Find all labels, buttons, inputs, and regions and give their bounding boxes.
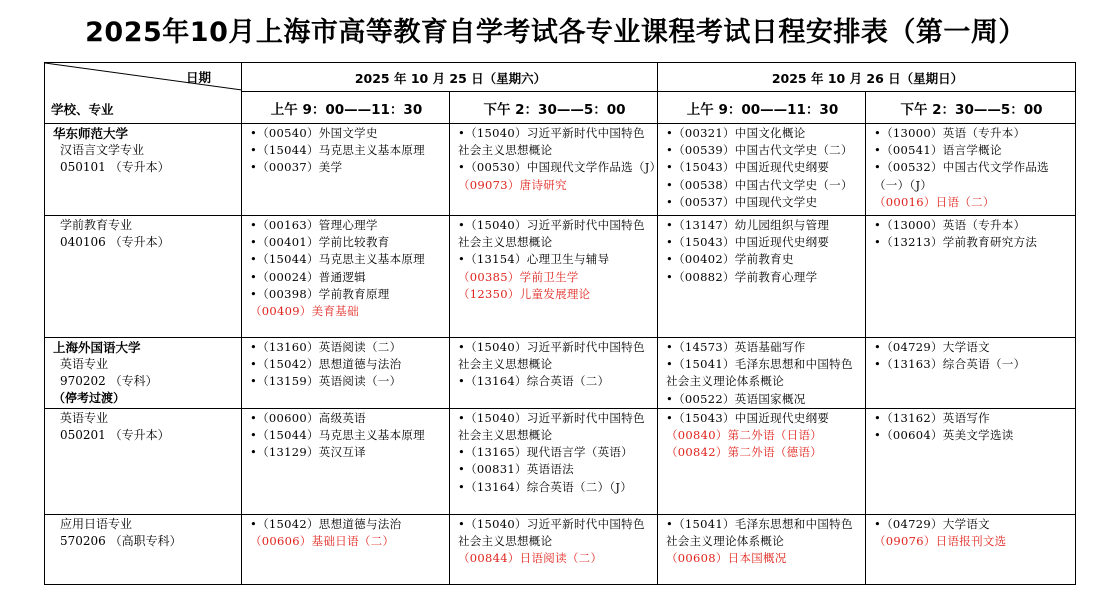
- major-code: 050101 （专升本）: [60, 160, 170, 175]
- course-item: •（15040）习近平新时代中国特色: [458, 410, 645, 425]
- university-name: 上海外国语大学: [53, 340, 141, 355]
- exam-cell: [866, 514, 1076, 584]
- course-item-red: （00844）日语阅读（二）: [458, 551, 603, 566]
- slot-header-day1-pm: 下午 2：30——5：00: [450, 92, 658, 124]
- exam-cell: [658, 216, 866, 338]
- course-item: •（15043）中国近现代史纲要: [666, 410, 830, 425]
- course-item-red: （00016）日语（二）: [874, 194, 995, 209]
- course-item: •（04729）大学语文: [874, 340, 990, 354]
- major-name: 汉语言文学专业: [60, 143, 145, 157]
- school-major-cell: [45, 124, 242, 216]
- school-major-cell: [45, 408, 242, 514]
- exam-cell: [658, 338, 866, 409]
- course-item: 社会主义理论体系概论: [666, 374, 784, 389]
- course-item: •（15040）习近平新时代中国特色: [458, 218, 645, 232]
- major-code: 050201 （专升本）: [60, 428, 170, 443]
- course-item: •（15042）思想道德与法治: [250, 516, 402, 531]
- course-item: •（13154）心理卫生与辅导: [458, 252, 610, 267]
- course-item: 社会主义思想概论: [458, 143, 553, 158]
- table-row: [45, 338, 1076, 409]
- course-item: •（00321）中国文化概论: [666, 126, 806, 140]
- course-item-red: （09076）日语报刊文选: [874, 534, 1007, 549]
- major-code: 970202 （专科）: [60, 374, 158, 389]
- exam-cell: [450, 124, 662, 216]
- course-item: •（15040）习近平新时代中国特色: [458, 340, 645, 354]
- course-item: 社会主义思想概论: [458, 428, 553, 443]
- course-item: •（15043）中国近现代史纲要: [666, 160, 830, 175]
- course-item: •（13129）英汉互译: [250, 445, 366, 460]
- course-item: •（00401）学前比较教育: [250, 235, 390, 250]
- course-item: •（00522）英语国家概况: [666, 391, 806, 406]
- course-item: •（15044）马克思主义基本原理: [250, 252, 425, 267]
- course-item-red: （00385）学前卫生学: [458, 269, 579, 284]
- course-item: •（13165）现代语言学（英语）: [458, 445, 633, 460]
- course-item: •（15043）中国近现代史纲要: [666, 235, 830, 250]
- schedule-table: [44, 62, 1076, 585]
- exam-cell: [242, 514, 450, 584]
- course-item: 社会主义理论体系概论: [666, 534, 784, 549]
- slot-header-day1-am: 上午 9：00——11：30: [242, 92, 450, 124]
- exam-cell: [658, 124, 866, 216]
- course-item: •（04729）大学语文: [874, 516, 990, 531]
- course-item-red: （00409）美育基础: [250, 304, 359, 319]
- course-item: •（15044）马克思主义基本原理: [250, 428, 425, 443]
- course-item: •（00604）英美文学选读: [874, 428, 1014, 443]
- course-item: •（00831）英语语法: [458, 462, 574, 477]
- course-item-red: （00842）第二外语（德语）: [666, 445, 823, 460]
- exam-cell: [450, 216, 658, 338]
- exam-cell: [450, 408, 658, 514]
- course-item: •（00538）中国古代文学史（一）: [666, 177, 853, 192]
- corner-date-label: 日期: [185, 70, 211, 85]
- exam-cell: [866, 408, 1076, 514]
- major-name: 英语专业: [60, 410, 109, 425]
- major-name: 学前教育专业: [60, 218, 133, 232]
- course-item: •（15040）习近平新时代中国特色: [458, 126, 645, 140]
- day2-header: 2025 年 10 月 26 日（星期日）: [658, 63, 1076, 92]
- course-item: •（15044）马克思主义基本原理: [250, 143, 425, 158]
- corner-header-cell: [45, 63, 242, 124]
- course-item-red: （00608）日本国概况: [666, 551, 787, 566]
- exam-cell: [242, 124, 450, 216]
- table-row: [45, 408, 1076, 514]
- course-item: •（13213）学前教育研究方法: [874, 235, 1038, 250]
- course-item: •（00600）高级英语: [250, 410, 366, 425]
- exam-cell: [450, 514, 658, 584]
- course-item: •（13163）综合英语（一）: [874, 357, 1026, 372]
- course-item: •（00402）学前教育史: [666, 252, 794, 267]
- course-item: 社会主义思想概论: [458, 534, 553, 549]
- header-row-dates: [45, 63, 1076, 92]
- course-item: •（00532）中国古代文学作品选: [874, 160, 1049, 175]
- table-row: [45, 216, 1076, 338]
- course-item: •（13164）综合英语（二）（J）: [458, 479, 633, 494]
- course-item: •（00024）普通逻辑: [250, 269, 366, 284]
- course-item-red: （09073）唐诗研究: [458, 177, 567, 192]
- day1-header: 2025 年 10 月 25 日（星期六）: [242, 63, 658, 92]
- corner-school-major-label: 学校、专业: [51, 102, 114, 117]
- course-item: •（15041）毛泽东思想和中国特色: [666, 357, 853, 372]
- exam-cell: [866, 216, 1076, 338]
- course-item: •（00539）中国古代文学史（二）: [666, 143, 853, 158]
- table-row: [45, 124, 1076, 216]
- exam-cell: [450, 338, 658, 409]
- exam-cell: [242, 408, 450, 514]
- school-major-cell: [45, 338, 242, 409]
- exam-cell: [658, 514, 866, 584]
- course-item: •（13000）英语（专升本）: [874, 218, 1026, 232]
- exam-cell: [658, 408, 866, 514]
- exam-cell: [242, 216, 450, 338]
- course-item: •（13000）英语（专升本）: [874, 126, 1026, 140]
- course-item: •（00530）中国现代文学作品选（J）: [458, 160, 662, 175]
- course-item: •（00398）学前教育原理: [250, 286, 390, 301]
- slot-header-day2-am: 上午 9：00——11：30: [658, 92, 866, 124]
- course-item: •（15040）习近平新时代中国特色: [458, 516, 645, 531]
- exam-cell: [242, 338, 450, 409]
- school-major-cell: [45, 514, 242, 584]
- course-item: •（14573）英语基础写作: [666, 340, 806, 354]
- course-item: •（13164）综合英语（二）: [458, 374, 610, 389]
- major-name: 英语专业: [60, 357, 109, 371]
- major-code: 570206 （高职专科）: [60, 534, 182, 549]
- major-code: 040106 （专升本）: [60, 235, 170, 250]
- school-major-cell: [45, 216, 242, 338]
- major-name: 应用日语专业: [60, 516, 133, 531]
- course-item: •（13159）英语阅读（一）: [250, 374, 402, 389]
- course-item: •（00882）学前教育心理学: [666, 269, 818, 284]
- course-item: •（13162）英语写作: [874, 410, 990, 425]
- major-note: （停考过渡）: [53, 391, 126, 406]
- course-item: •（00540）外国文学史: [250, 126, 378, 140]
- exam-cell: [866, 124, 1076, 216]
- slot-header-day2-pm: 下午 2：30——5：00: [866, 92, 1076, 124]
- course-item: •（00537）中国现代文学史: [666, 194, 818, 209]
- course-item: •（00163）管理心理学: [250, 218, 378, 232]
- exam-cell: [866, 338, 1076, 409]
- course-item: •（13160）英语阅读（二）: [250, 340, 402, 354]
- course-item: 社会主义思想概论: [458, 357, 553, 372]
- course-item: •（15042）思想道德与法治: [250, 357, 402, 372]
- course-item-red: （00606）基础日语（二）: [250, 534, 395, 549]
- course-item: （一）（J）: [874, 177, 933, 192]
- university-name: 华东师范大学: [53, 126, 129, 141]
- course-item: 社会主义思想概论: [458, 235, 553, 250]
- course-item: •（00541）语言学概论: [874, 143, 1002, 158]
- course-item: •（15041）毛泽东思想和中国特色: [666, 516, 853, 531]
- course-item-red: （00840）第二外语（日语）: [666, 428, 823, 443]
- table-row: [45, 514, 1076, 584]
- page-title: 2025年10月上海市高等教育自学考试各专业课程考试日程安排表（第一周）: [85, 17, 1026, 48]
- course-item: •（13147）幼儿园组织与管理: [666, 218, 830, 232]
- course-item-red: （12350）儿童发展理论: [458, 286, 591, 301]
- course-item: •（00037）美学: [250, 160, 343, 175]
